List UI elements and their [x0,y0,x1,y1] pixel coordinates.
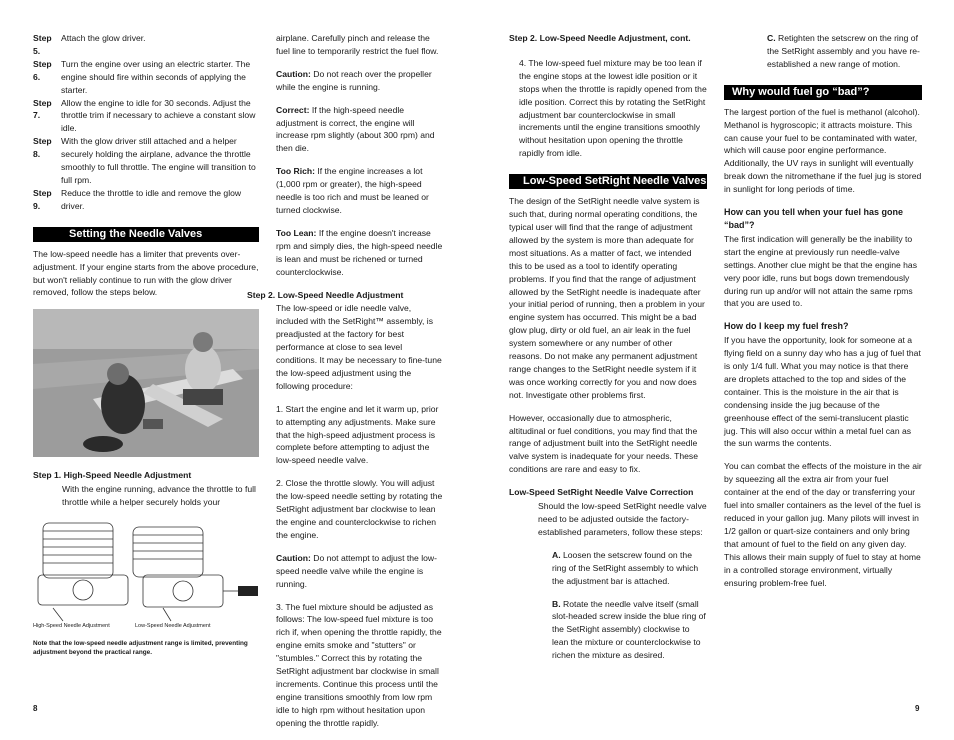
photo-illustration [33,309,259,457]
column-1 [33,32,259,657]
correction-step-c: C. Retighten the setscrew on the ring of the SetRight assembly and you have re-established a new range of motion. [767,33,920,69]
correction-step-a: A. Loosen the setscrew found on the ring of the SetRight assembly to which the adjustment bar is attached. [552,549,699,586]
field-photo [33,309,259,457]
correction-text: Should the low-speed SetRight needle valve need to be adjusted outside the factory-established parameters, follow these steps: [538,501,707,537]
step-9: Step 9. Reduce the throttle to idle and remove the glow driver. [33,187,242,211]
column-3 [509,32,707,672]
step-1-text: With the engine running, advance the throttle to full throttle while a helper securely holds your [62,484,256,508]
caution-2: Caution: Do not attempt to adjust the low-speed needle valve while the engine is running. [276,552,437,589]
col2-paragraph-1: airplane. Carefully pinch and release the fuel line to temporarily restrict the fuel flow. [276,33,439,56]
step-5: Step 5. Attach the glow driver. [33,33,146,56]
too-rich-paragraph: Too Rich: If the engine increases a lot (1,000 rpm or greater), the high-speed needle is too rich and must be leaned or turned clockwise. [276,166,429,215]
question-1: How can you tell when your fuel has gone “bad”? [724,207,904,230]
answer-3: You can combat the effects of the moisture in the air by squeezing all the extra air from your fuel container at the end of the day or transferring your fuel into smaller containers as the level of the fuel is reduced in your gallon jug. Many pilots will invest in 1/2 gallon or quart-size containers and only bring that amount of fuel to the field on any given day. This allows their main supply of fuel to stay at home in a controlled storage environment, virtually ensuring problem-free fuel. [724,461,922,588]
caution-1: Caution: Do not reach over the propeller while the engine is running. [276,68,432,92]
engine-line-drawing [33,513,259,631]
procedure-item-2: 2. Close the throttle slowly. You will adjust the low-speed needle setting by rotating the SetRight adjustment bar clockwise to lean the engine and counterclockwise to richen the engine. [276,478,443,540]
step-2-heading: Step 2. Low-Speed Needle Adjustment [247,289,404,300]
diagram-label-low-speed: Low-Speed Needle Adjustment [135,623,211,630]
section-heading-fuel-bad: Why would fuel go “bad”? [724,85,922,100]
correction-step-b: B. Rotate the needle valve itself (small slot-headed screw inside the blue ring of the SetRight assembly) clockwise to lean the mixture or counterclockwise to richen the mixture as desired. [552,598,706,661]
answer-1: The first indication will generally be the inability to start the engine at previously run needle-valve settings. Another clue might be that the engine has very poor idle, runs but bogs down tremendously during run up and/or will not attain the same rpms that you are used to. [724,233,918,309]
page-number-left: 8 [33,704,38,713]
column-4 [724,32,922,599]
col3-paragraph-2: However, occasionally due to atmospheric, altitudinal or fuel conditions, you may find that the range of adjustment built into the SetRight needle valve system is inadequate for your needs. These conditions are rare and easy to fix. [509,412,699,475]
correction-heading: Low-Speed SetRight Needle Valve Correction [509,487,694,498]
intro-paragraph: The low-speed needle has a limiter that prevents over-adjustment. If your engine starts from the above procedure, but won't reliably continue to run with the glow driver removed, follow the steps below. [33,248,259,298]
too-lean-paragraph: Too Lean: If the engine doesn't increase rpm and simply dies, the high-speed needle is lean and must be richened or turned counterclockwise. [276,227,443,277]
step-8: Step 8. With the glow driver still attached and a helper securely holding the airplane, advance the throttle smoothly to full throttle. The engine will transition to full rpm. [33,136,256,185]
page-number-right: 9 [915,704,920,713]
step-7: Step 7. Allow the engine to idle for 30 seconds. Adjust the throttle trim if necessary to achieve a constant slow idle. [33,97,256,134]
answer-2: If you have the opportunity, look for someone at a flying field on a sunny day who has a jug of fuel that is only 1/4 full. What you may notice is that there are droplets attached to the top and sides of the container. This is the moisture in the air that is condensing inside the jug because of the greenhouse effect of the semi-translucent plastic jug. This will also occur within a metal fuel can as the sun warms the contents. [724,335,921,449]
question-2: How do I keep my fuel fresh? [724,321,849,332]
col4-paragraph-1: The largest portion of the fuel is methanol (alcohol). Methanol is hygroscopic; it attracts moisture. This can cause your fuel to be contaminated with water, which will cause poor engine performance. Additionally, the UV rays in sunlight will eventually break down the nitromethane if the fuel jug is stored in sunlight for long periods of time. [724,106,922,195]
step-6: Step 6. Turn the engine over using an electric starter. The engine should fire within seconds of applying the starter. [33,58,251,95]
section-heading-low-speed-setright: Low-Speed SetRight Needle Valves [509,174,707,189]
step-1-heading: Step 1. High-Speed Needle Adjustment [33,470,192,481]
engine-diagram [33,513,259,631]
diagram-note: Note that the low-speed needle adjustment range is limited, preventing adjustment beyond the practical range. [33,640,248,657]
procedure-item-4: 4. The low-speed fuel mixture may be too lean if the engine stops at the lowest idle position or it stops when the throttle is rapidly opened from the idle position. Correct this by rotating the SetRight adjustment bar counterclockwise in small increments until the engine transitions smoothly without hesitation upon opening the throttle rapidly from idle. [519,57,707,159]
step-list [33,32,259,213]
step-2-cont-heading: Step 2. Low-Speed Needle Adjustment, cont. [509,33,691,43]
procedure-item-1: 1. Start the engine and let it warm up, prior to attempting any adjustments. Make sure that the high-speed adjustment process is complete before attempting to adjust the low-speed needle valve. [276,403,439,466]
diagram-label-high-speed: High-Speed Needle Adjustment [33,623,110,630]
col3-paragraph-1: The design of the SetRight needle valve system is such that, during normal operating conditions, the typical user will find that the range of adjustment allowed by the system is more than adequate for most situations. As a matter of fact, we intended this to be used as a tool to identify operating problems. If you find that the range of adjustment allowed by the SetRight needle is inadequate after your initial period of running, then a problem in your engine system has occurred. This might be a bad glow plug, dirty or old fuel, an air leak in the fuel system somewhere or any number of other reasons. Do not make any permanent adjustment range changes to the SetRight needle system if it was once working correctly for you and now does not. Investigate other problems first. [509,196,705,400]
section-heading-needle-valves: Setting the Needle Valves [33,227,259,242]
procedure-item-3: 3. The fuel mixture should be adjusted as follows: The low-speed fuel mixture is too rich if, when opening the throttle rapidly, the engine emits smoke and "stutters" or "stumbles." Correct this by rotating the SetRight adjustment bar clockwise in small increments. Continue this process until the engine transitions smoothly from low rpm idle to high rpm without hesitation upon opening the throttle rapidly. [276,601,442,728]
column-2 [247,32,443,740]
step-2-text: The low-speed or idle needle valve, included with the SetRight™ assembly, is preadjusted at the factory for best performance at close to sea level conditions. It may be necessary to fine-tune the low-speed adjustment using the following procedure: [276,303,442,391]
correct-paragraph: Correct: If the high-speed needle adjustment is correct, the engine will increase rpm slightly (about 300 rpm) and then die. [276,104,435,154]
